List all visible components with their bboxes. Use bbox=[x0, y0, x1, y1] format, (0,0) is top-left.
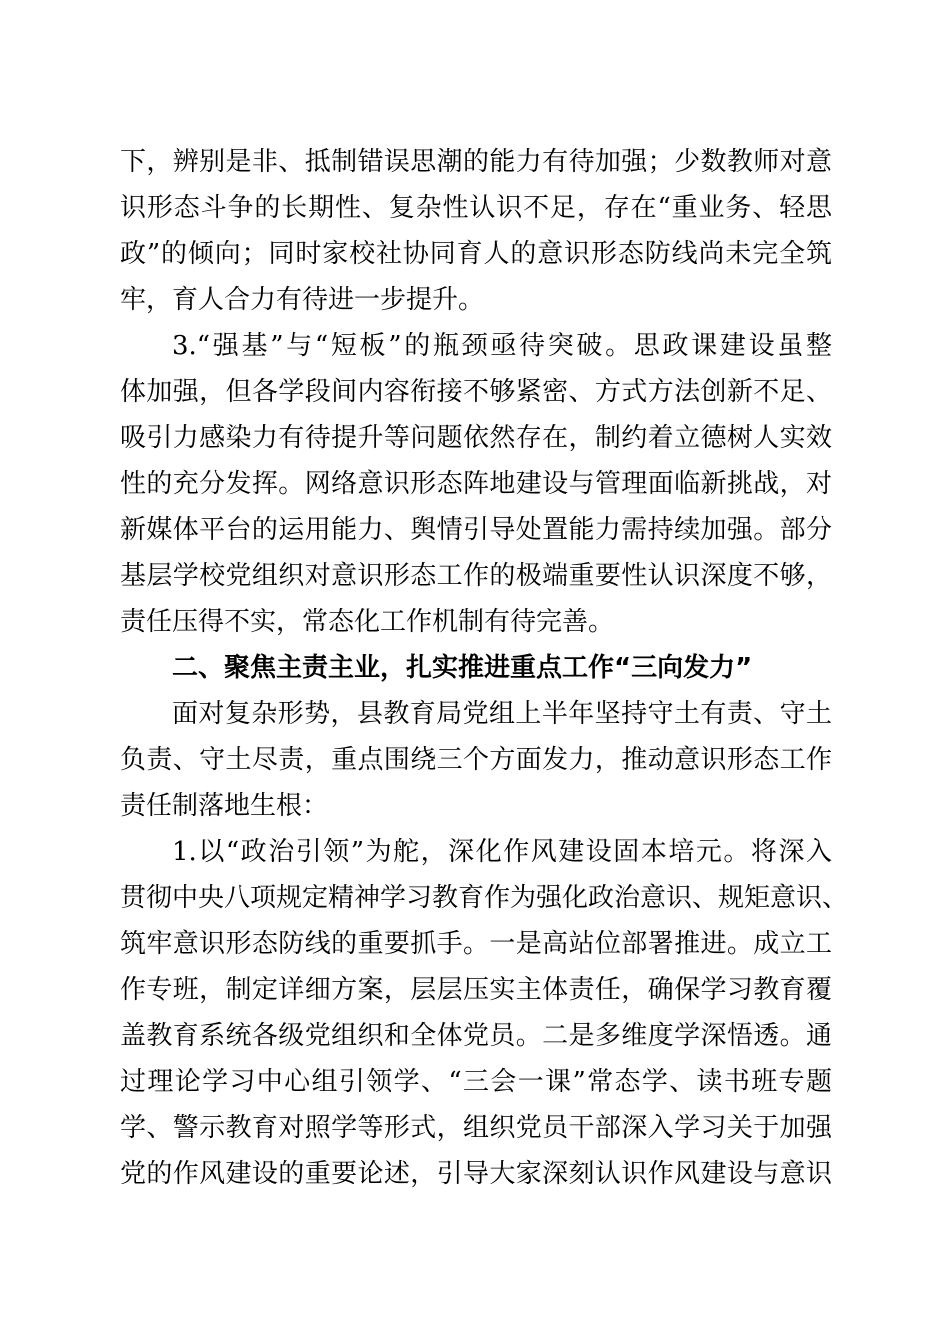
text-line: 贯彻中央八项规定精神学习教育作为强化政治意识、规矩意识、 bbox=[120, 883, 849, 913]
text-line: 学、警示教育对照学等形式，组织党员干部深入学习关于加强 bbox=[120, 1113, 832, 1143]
text-line: 1.以“政治引领”为舵，深化作风建设固本培元。将深入 bbox=[172, 837, 832, 867]
text-line: 性的充分发挥。网络意识形态阵地建设与管理面临新挑战，对 bbox=[120, 469, 832, 499]
text-line: 牢，育人合力有待进一步提升。 bbox=[120, 285, 485, 315]
document-body bbox=[120, 139, 849, 1197]
text-line: 政”的倾向；同时家校社协同育人的意识形态防线尚未完全筑 bbox=[120, 239, 832, 269]
section-heading: 二、聚焦主责主业，扎实推进重点工作“三向发力” bbox=[172, 653, 753, 683]
text-line: 党的作风建设的重要论述，引导大家深刻认识作风建设与意识 bbox=[120, 1159, 832, 1189]
text-line: 面对复杂形势，县教育局党组上半年坚持守土有责、守土 bbox=[172, 699, 832, 729]
text-line: 识形态斗争的长期性、复杂性认识不足，存在“重业务、轻思 bbox=[120, 193, 832, 223]
paragraph-item-3 bbox=[120, 323, 832, 645]
text-line: 责任压得不实，常态化工作机制有待完善。 bbox=[120, 607, 615, 637]
text-line: 作专班，制定详细方案，层层压实主体责任，确保学习教育覆 bbox=[120, 975, 832, 1005]
text-line: 责任制落地生根： bbox=[120, 791, 329, 821]
text-line: 基层学校党组织对意识形态工作的极端重要性认识深度不够， bbox=[120, 561, 832, 591]
text-line: 过理论学习中心组引领学、“三会一课”常态学、读书班专题 bbox=[120, 1067, 832, 1097]
text-line: 筑牢意识形态防线的重要抓手。一是高站位部署推进。成立工 bbox=[120, 929, 832, 959]
text-line: 体加强，但各学段间内容衔接不够紧密、方式方法创新不足、 bbox=[120, 377, 832, 407]
text-line: 负责、守土尽责，重点围绕三个方面发力，推动意识形态工作 bbox=[120, 745, 832, 775]
paragraph-item-1 bbox=[120, 829, 849, 1197]
paragraph-continuation bbox=[120, 139, 832, 323]
paragraph-intro bbox=[120, 691, 832, 829]
text-line: 3.“强基”与“短板”的瓶颈亟待突破。思政课建设虽整 bbox=[172, 331, 832, 361]
text-line: 新媒体平台的运用能力、舆情引导处置能力需持续加强。部分 bbox=[120, 515, 832, 545]
text-line: 下，辨别是非、抵制错误思潮的能力有待加强；少数教师对意 bbox=[120, 147, 832, 177]
text-line: 盖教育系统各级党组织和全体党员。二是多维度学深悟透。通 bbox=[120, 1021, 832, 1051]
text-line: 吸引力感染力有待提升等问题依然存在，制约着立德树人实效 bbox=[120, 423, 832, 453]
